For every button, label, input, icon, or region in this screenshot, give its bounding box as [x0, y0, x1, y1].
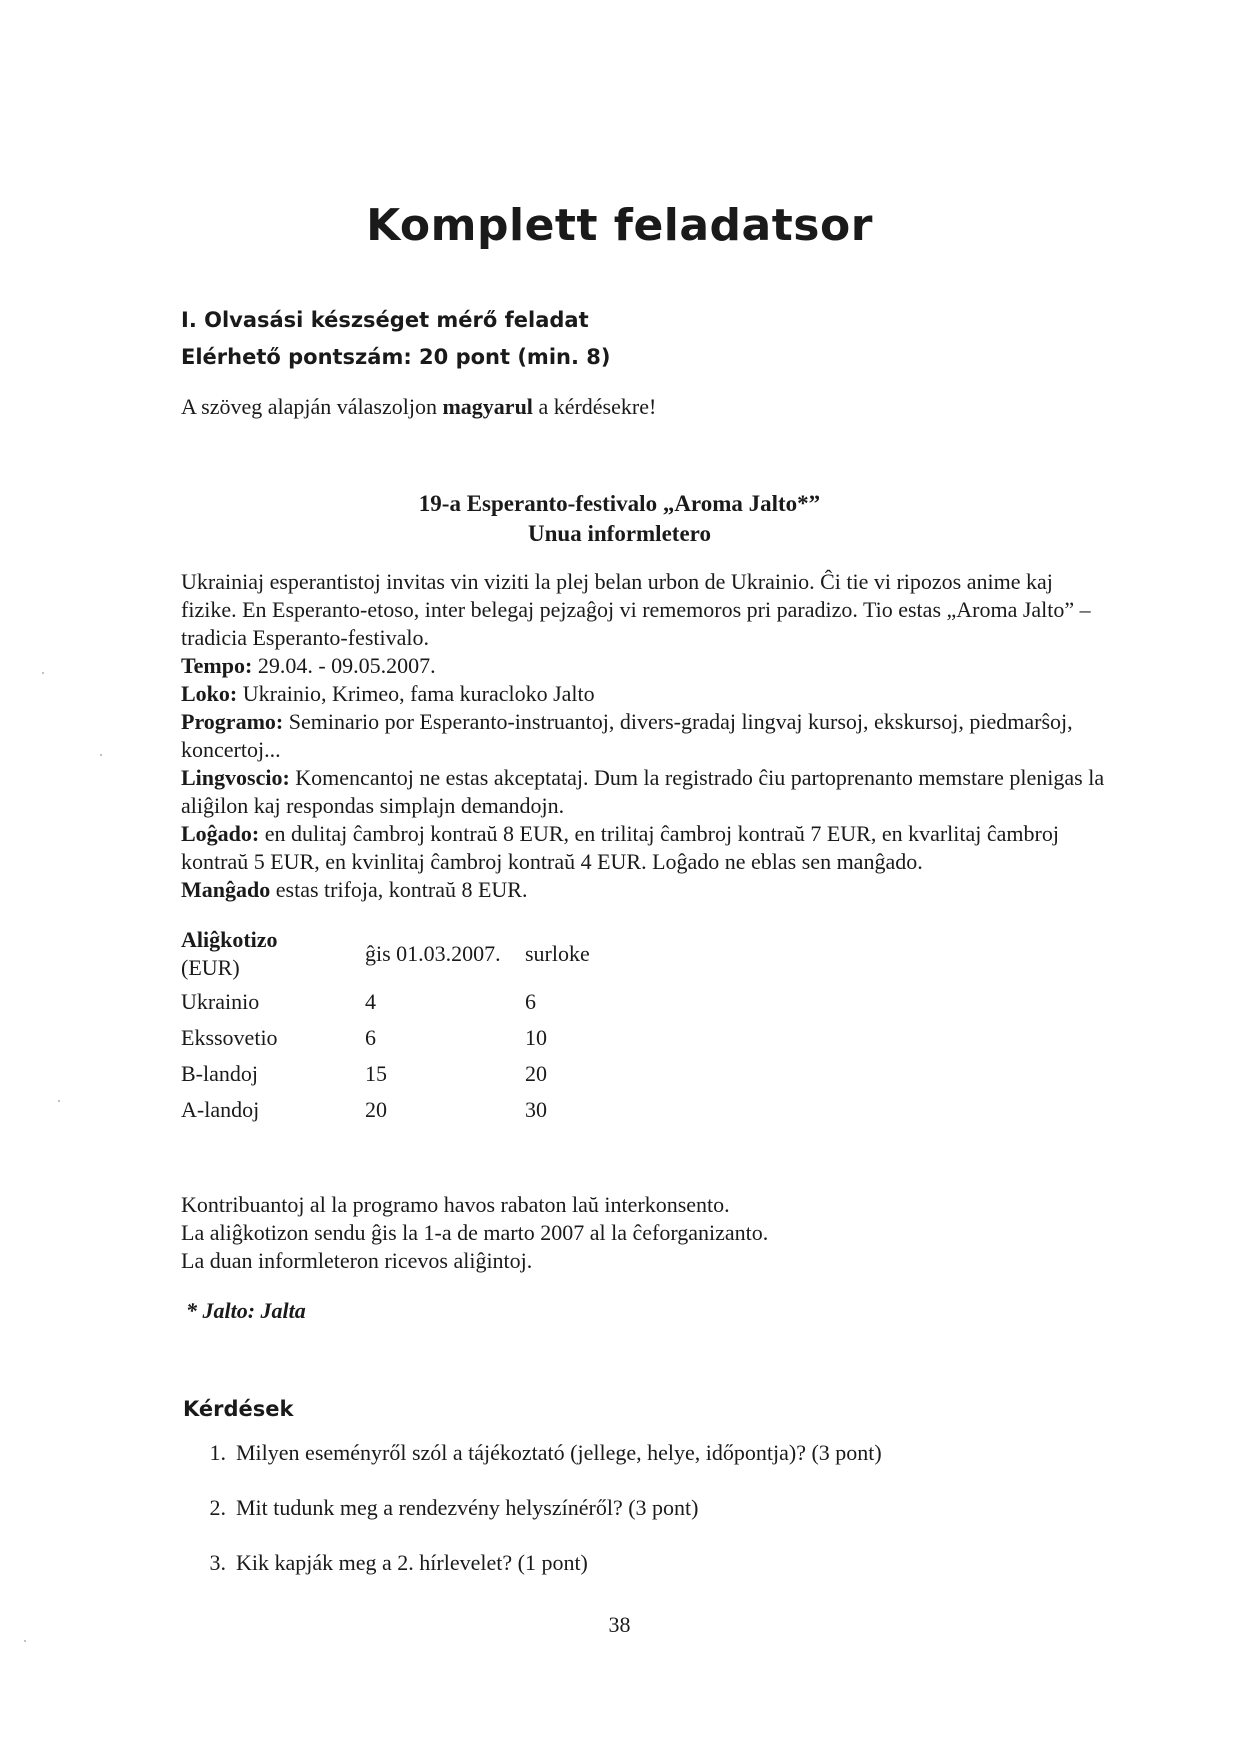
question-number: 3. [209, 1550, 226, 1575]
row-early-fee: 6 [365, 1025, 376, 1050]
scan-speck [58, 1100, 60, 1102]
field-label: Lingvoscio: [181, 765, 290, 790]
field-value: Seminario por Esperanto-instruantoj, divers-gradaj lingvaj kursoj, ekskursoj, piedmarŝoj, koncertoj... [181, 709, 1073, 762]
field-value: 29.04. - 09.05.2007. [252, 653, 436, 678]
row-onsite-fee: 20 [525, 1061, 547, 1086]
instruction [181, 393, 656, 421]
field-label: Programo: [181, 709, 284, 734]
header-fee-unit: (EUR) [181, 955, 240, 980]
reading-text-body [181, 568, 1111, 904]
question-text: Mit tudunk meg a rendezvény helyszínéről? (3 pont) [236, 1495, 699, 1520]
closing-notes [181, 1191, 768, 1275]
table-row [181, 1092, 590, 1128]
field-programo [181, 708, 1111, 764]
field-loko [181, 680, 1111, 708]
instruction-emphasis: magyarul [442, 394, 533, 419]
row-country: B-landoj [181, 1061, 258, 1086]
header-fee-label: Aliĝkotizo [181, 927, 278, 952]
table-row [181, 984, 590, 1020]
table-row [181, 1020, 590, 1056]
table-header-early: ĝis 01.03.2007. [365, 941, 501, 966]
reading-title-line-1: 19-a Esperanto-festivalo „Aroma Jalto*” [418, 491, 821, 516]
closing-line: Kontribuantoj al la programo havos rabaton laŭ interkonsento. [181, 1192, 730, 1217]
row-onsite-fee: 6 [525, 989, 536, 1014]
field-logado [181, 820, 1111, 876]
row-onsite-fee: 10 [525, 1025, 547, 1050]
field-value: Komencantoj ne estas akceptataj. Dum la registrado ĉiu partoprenanto memstare plenigas la aliĝilon kaj respondas simplajn demandojn. [181, 765, 1105, 818]
instruction-text-after: a kérdésekre! [532, 394, 657, 419]
questions-heading: Kérdések [183, 1397, 294, 1421]
question-text: Milyen eseményről szól a tájékoztató (jellege, helye, időpontja)? (3 pont) [236, 1440, 882, 1465]
row-country: Ukrainio [181, 989, 260, 1014]
scan-speck [100, 754, 102, 756]
row-onsite-fee: 30 [525, 1097, 547, 1122]
row-early-fee: 20 [365, 1097, 387, 1122]
question-number: 1. [209, 1440, 226, 1465]
table-header-onsite: surloke [525, 941, 590, 966]
row-country: A-landoj [181, 1097, 260, 1122]
row-country: Ekssovetio [181, 1025, 278, 1050]
field-label: Loko: [181, 681, 238, 706]
field-value: en dulitaj ĉambroj kontraŭ 8 EUR, en trilitaj ĉambroj kontraŭ 7 EUR, en kvarlitaj ĉambroj kontraŭ 5 EUR, en kvinlitaj ĉambroj kontraŭ 4 EUR. Loĝado ne eblas sen manĝado. [181, 821, 1059, 874]
row-early-fee: 4 [365, 989, 376, 1014]
intro-paragraph: Ukrainiaj esperantistoj invitas vin viziti la plej belan urbon de Ukrainio. Ĉi tie vi ripozos anime kaj fizike. En Esperanto-etoso, inter belegaj pejzaĝoj vi rememoros pri paradizo. Tio estas „Aroma Jalto” – tradicia Esperanto-festivalo. [181, 569, 1091, 650]
section-title: I. Olvasási készséget mérő feladat [181, 308, 589, 332]
table-header-row [181, 924, 590, 984]
field-lingvoscio [181, 764, 1111, 820]
points-info: Elérhető pontszám: 20 pont (min. 8) [181, 345, 611, 369]
table-row [181, 1056, 590, 1092]
field-label: Manĝado [181, 877, 271, 902]
field-value: estas trifoja, kontraŭ 8 EUR. [270, 877, 528, 902]
field-mangado [181, 876, 1111, 904]
closing-line: La aliĝkotizon sendu ĝis la 1-a de marto 2007 al la ĉeforganizanto. [181, 1220, 769, 1245]
instruction-text-before: A szöveg alapján válaszoljon [181, 394, 443, 419]
table-header-fee [181, 924, 365, 984]
closing-line: La duan informleteron ricevos aliĝintoj. [181, 1248, 533, 1273]
question-number: 2. [209, 1495, 226, 1520]
field-label: Loĝado: [181, 821, 260, 846]
page-number: 38 [608, 1612, 631, 1637]
footnote: * Jalto: Jalta [186, 1298, 306, 1323]
page-title: Komplett feladatsor [366, 200, 873, 251]
fee-table [181, 924, 590, 1128]
row-early-fee: 15 [365, 1061, 387, 1086]
scan-speck [24, 1640, 26, 1642]
reading-text-title [0, 489, 1239, 549]
field-label: Tempo: [181, 653, 253, 678]
field-tempo [181, 652, 1111, 680]
scan-speck [42, 672, 44, 674]
field-value: Ukrainio, Krimeo, fama kuracloko Jalto [237, 681, 595, 706]
reading-title-line-2: Unua informletero [528, 521, 711, 546]
question-text: Kik kapják meg a 2. hírlevelet? (1 pont) [236, 1550, 588, 1575]
